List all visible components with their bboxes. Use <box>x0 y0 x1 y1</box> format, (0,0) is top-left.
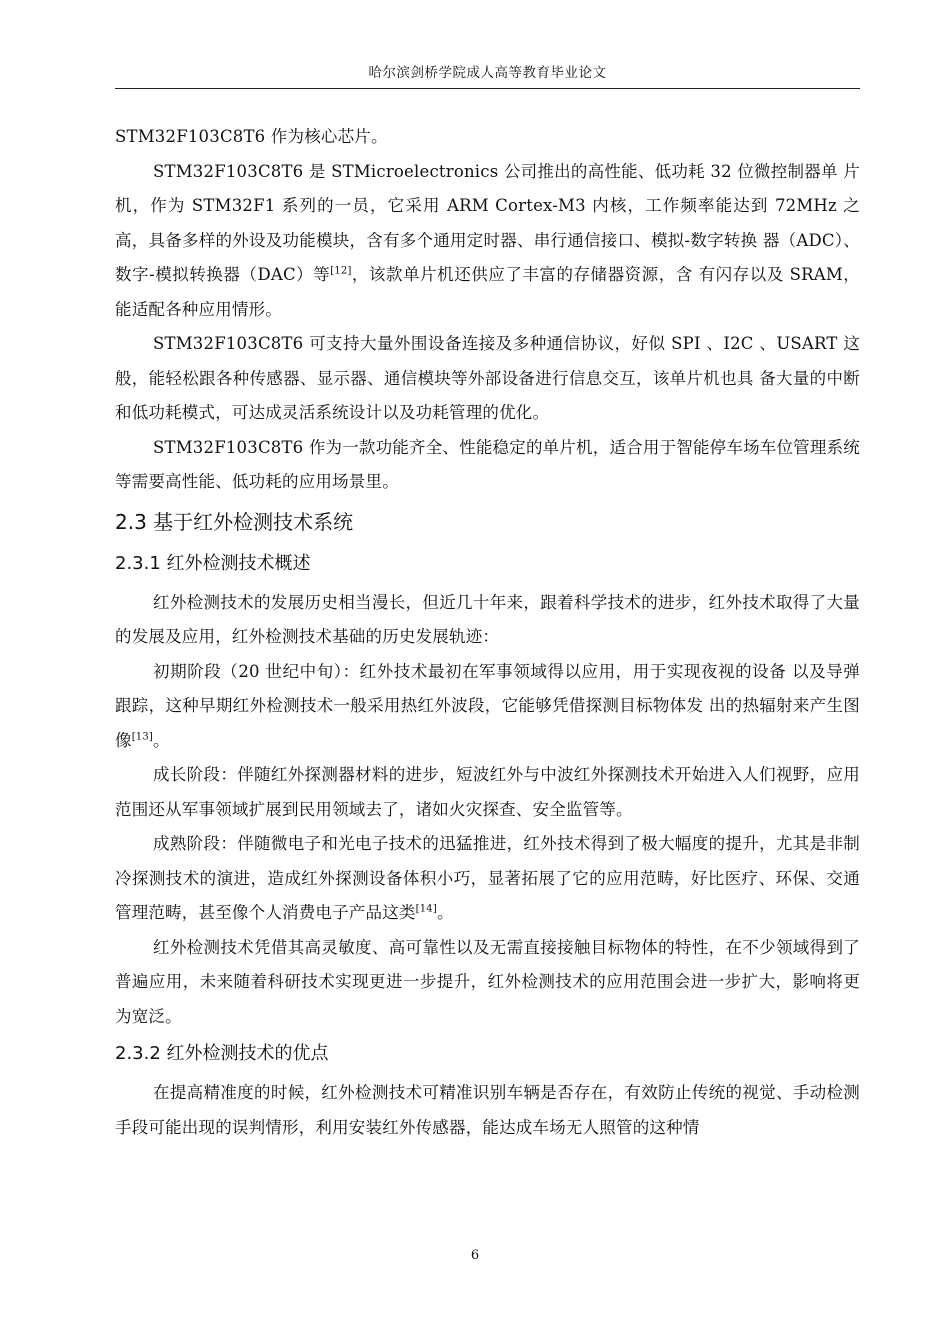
header-title: 哈尔滨剑桥学院成人高等教育毕业论文 <box>368 65 607 81</box>
page-number: 6 <box>470 1248 480 1263</box>
citation-ref: [14] <box>415 903 437 915</box>
paragraph-text: 。 <box>153 730 170 750</box>
page-header <box>115 62 860 89</box>
page-body <box>115 120 860 1145</box>
paragraph-stm32-intro <box>115 155 860 328</box>
citation-ref: [12] <box>330 265 352 277</box>
paragraph-ir-advantages: 在提高精准度的时候，红外检测技术可精准识别车辆是否存在，有效防止传统的视觉、手动检测手段可能出现的误判情形，利用安装红外传感器，能达成车场无人照管的这种情 <box>115 1083 860 1137</box>
section-heading-2-3: 2.3 基于红外检测技术系统 <box>115 509 354 534</box>
paragraph-text: 成熟阶段：伴随微电子和光电子技术的迅猛推进，红外技术得到了极大幅度的提升，尤其是非制冷探测技术的演进，造成红外探测设备体积小巧，显著拓展了它的应用范畴，好比医疗、环保、交通管理范畴，甚至像个人消费电子产品这类 <box>115 834 860 922</box>
paragraph-ir-history: 红外检测技术的发展历史相当漫长，但近几十年来，跟着科学技术的进步，红外技术取得了大量的发展及应用，红外检测技术基础的历史发展轨迹： <box>115 592 860 646</box>
paragraph-text: 初期阶段（20 世纪中旬）：红外技术最初在军事领域得以应用，用于实现夜视的设备 以及导弹跟踪，这种早期红外检测技术一般采用热红外波段，它能够凭借探测目标物体发 出的热辐射来产生图像 <box>115 661 860 750</box>
paragraph-core-chip: STM32F103C8T6 作为核心芯片。 <box>115 127 388 146</box>
paragraph-stm32-peripherals: STM32F103C8T6 可支持大量外围设备连接及多种通信协议，好似 SPI 、I2C 、USART 这般，能轻松跟各种传感器、显示器、通信模块等外部设备进行信息交互，该单片机也具 备大量的中断和低功耗模式，可达成灵活系统设计以及功耗管理的优化。 <box>115 334 860 422</box>
paragraph-ir-outlook: 红外检测技术凭借其高灵敏度、高可靠性以及无需直接接触目标物体的特性，在不少领域得到了普遍应用，未来随着科研技术实现更进一步提升，红外检测技术的应用范围会进一步扩大，影响将更为宽泛。 <box>115 937 860 1026</box>
subsection-heading-2-3-2: 2.3.2 红外检测技术的优点 <box>115 1043 329 1064</box>
paragraph-text: ，该款单片机还供应了丰富的存储器资源，含 有闪存以及 SRAM，能适配各种应用情形。 <box>115 265 860 319</box>
paragraph-stm32-summary: STM32F103C8T6 作为一款功能齐全、性能稳定的单片机，适合用于智能停车场车位管理系统等需要高性能、低功耗的应用场景里。 <box>115 437 860 491</box>
paragraph-ir-early-stage <box>115 655 860 759</box>
paragraph-ir-growth-stage: 成长阶段：伴随红外探测器材料的进步，短波红外与中波红外探测技术开始进入人们视野，应用范围还从军事领域扩展到民用领域去了，诸如火灾探查、安全监管等。 <box>115 765 860 819</box>
paragraph-text: 。 <box>436 903 454 922</box>
citation-ref: [13] <box>131 731 154 742</box>
paragraph-ir-mature-stage <box>115 827 860 931</box>
subsection-heading-2-3-1: 2.3.1 红外检测技术概述 <box>115 552 311 574</box>
paragraph-text: STM32F103C8T6 是 STMicroelectronics 公司推出的高性能、低功耗 32 位微控制器单 片机，作为 STM32F1 系列的一员，它采用 ARM Cortex-M3 内核，工作频率能达到 72MHz 之高，具备多样的外设及功能模块，含有多个通用定时器、串行通信接口、模拟-数字转换 器（ADC）、数字-模拟转换器（DAC）等 <box>115 161 860 284</box>
